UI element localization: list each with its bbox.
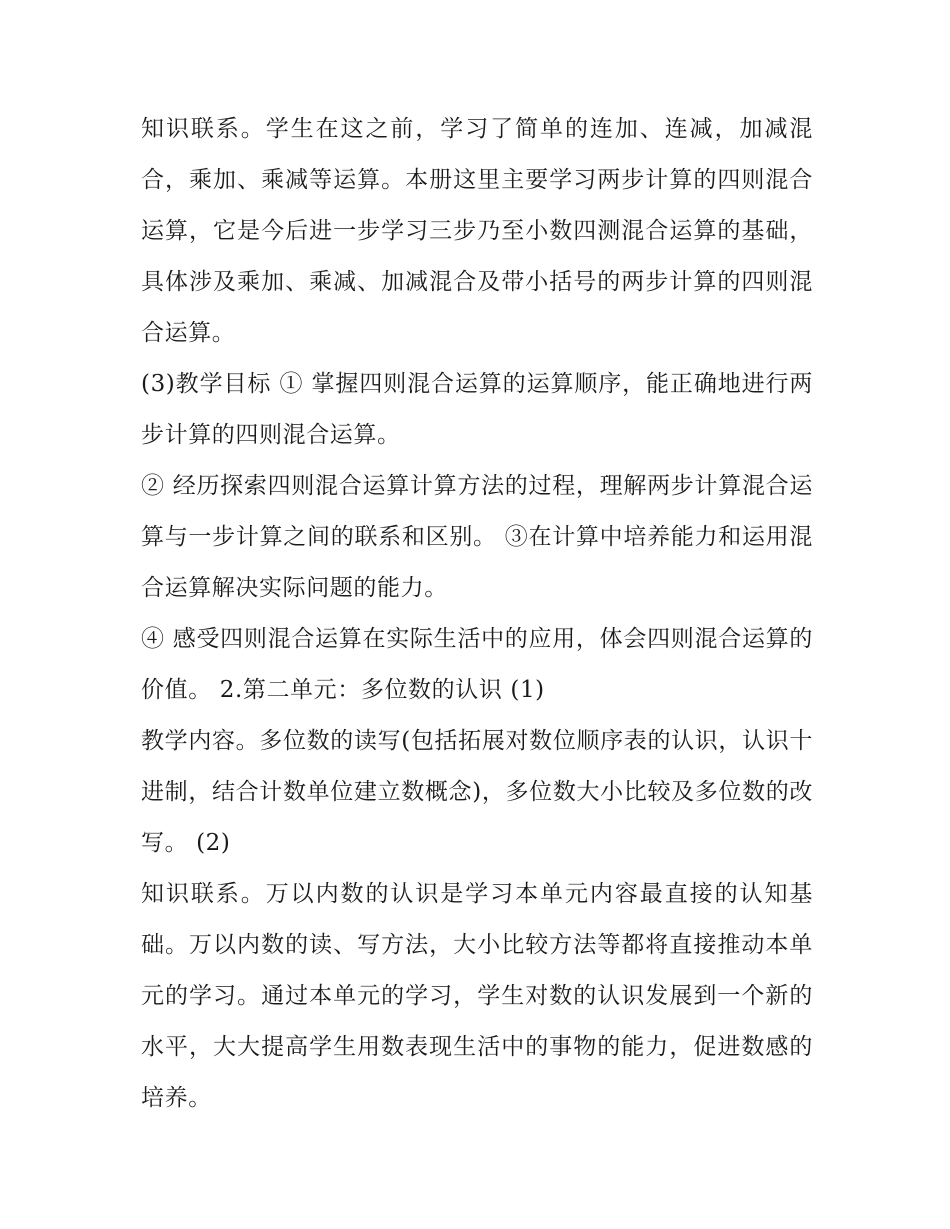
paragraph-knowledge-connection-mixed-operations: 知识联系。学生在这之前，学习了简单的连加、连减，加减混合，乘加、乘减等运算。本册这里主要学习两步计算的四则混合运算，它是今后进一步学习三步乃至小数四测混合运算的基础，具体涉及乘加、乘减、加减混合及带小括号的两步计算的四则混合运算。 bbox=[141, 116, 813, 346]
paragraph-knowledge-connection-multi-digit: 知识联系。万以内数的认识是学习本单元内容最直接的认知基础。万以内数的读、写方法，大小比较方法等都将直接推动本单元的学习。通过本单元的学习，学生对数的认识发展到一个新的水平，大大提高学生用数表现生活中的事物的能力，促进数感的培养。 bbox=[141, 881, 813, 1111]
paragraph-teaching-content: 教学内容。多位数的读写(包括拓展对数位顺序表的认识，认识十进制，结合计数单位建立数概念)，多位数大小比较及多位数的改写。 (2) bbox=[141, 728, 813, 856]
document-body bbox=[141, 104, 813, 1124]
paragraph-teaching-goal-4-unit-2: ④ 感受四则混合运算在实际生活中的应用，体会四则混合运算的价值。 2.第二单元：多位数的认识 (1) bbox=[141, 626, 813, 703]
paragraph-teaching-goal-2-3: ② 经历探索四则混合运算计算方法的过程，理解两步计算混合运算与一步计算之间的联系和区别。 ③在计算中培养能力和运用混合运算解决实际问题的能力。 bbox=[141, 473, 813, 601]
paragraph-teaching-goal-1: (3)教学目标 ① 掌握四则混合运算的运算顺序，能正确地进行两步计算的四则混合运算。 bbox=[141, 371, 813, 448]
